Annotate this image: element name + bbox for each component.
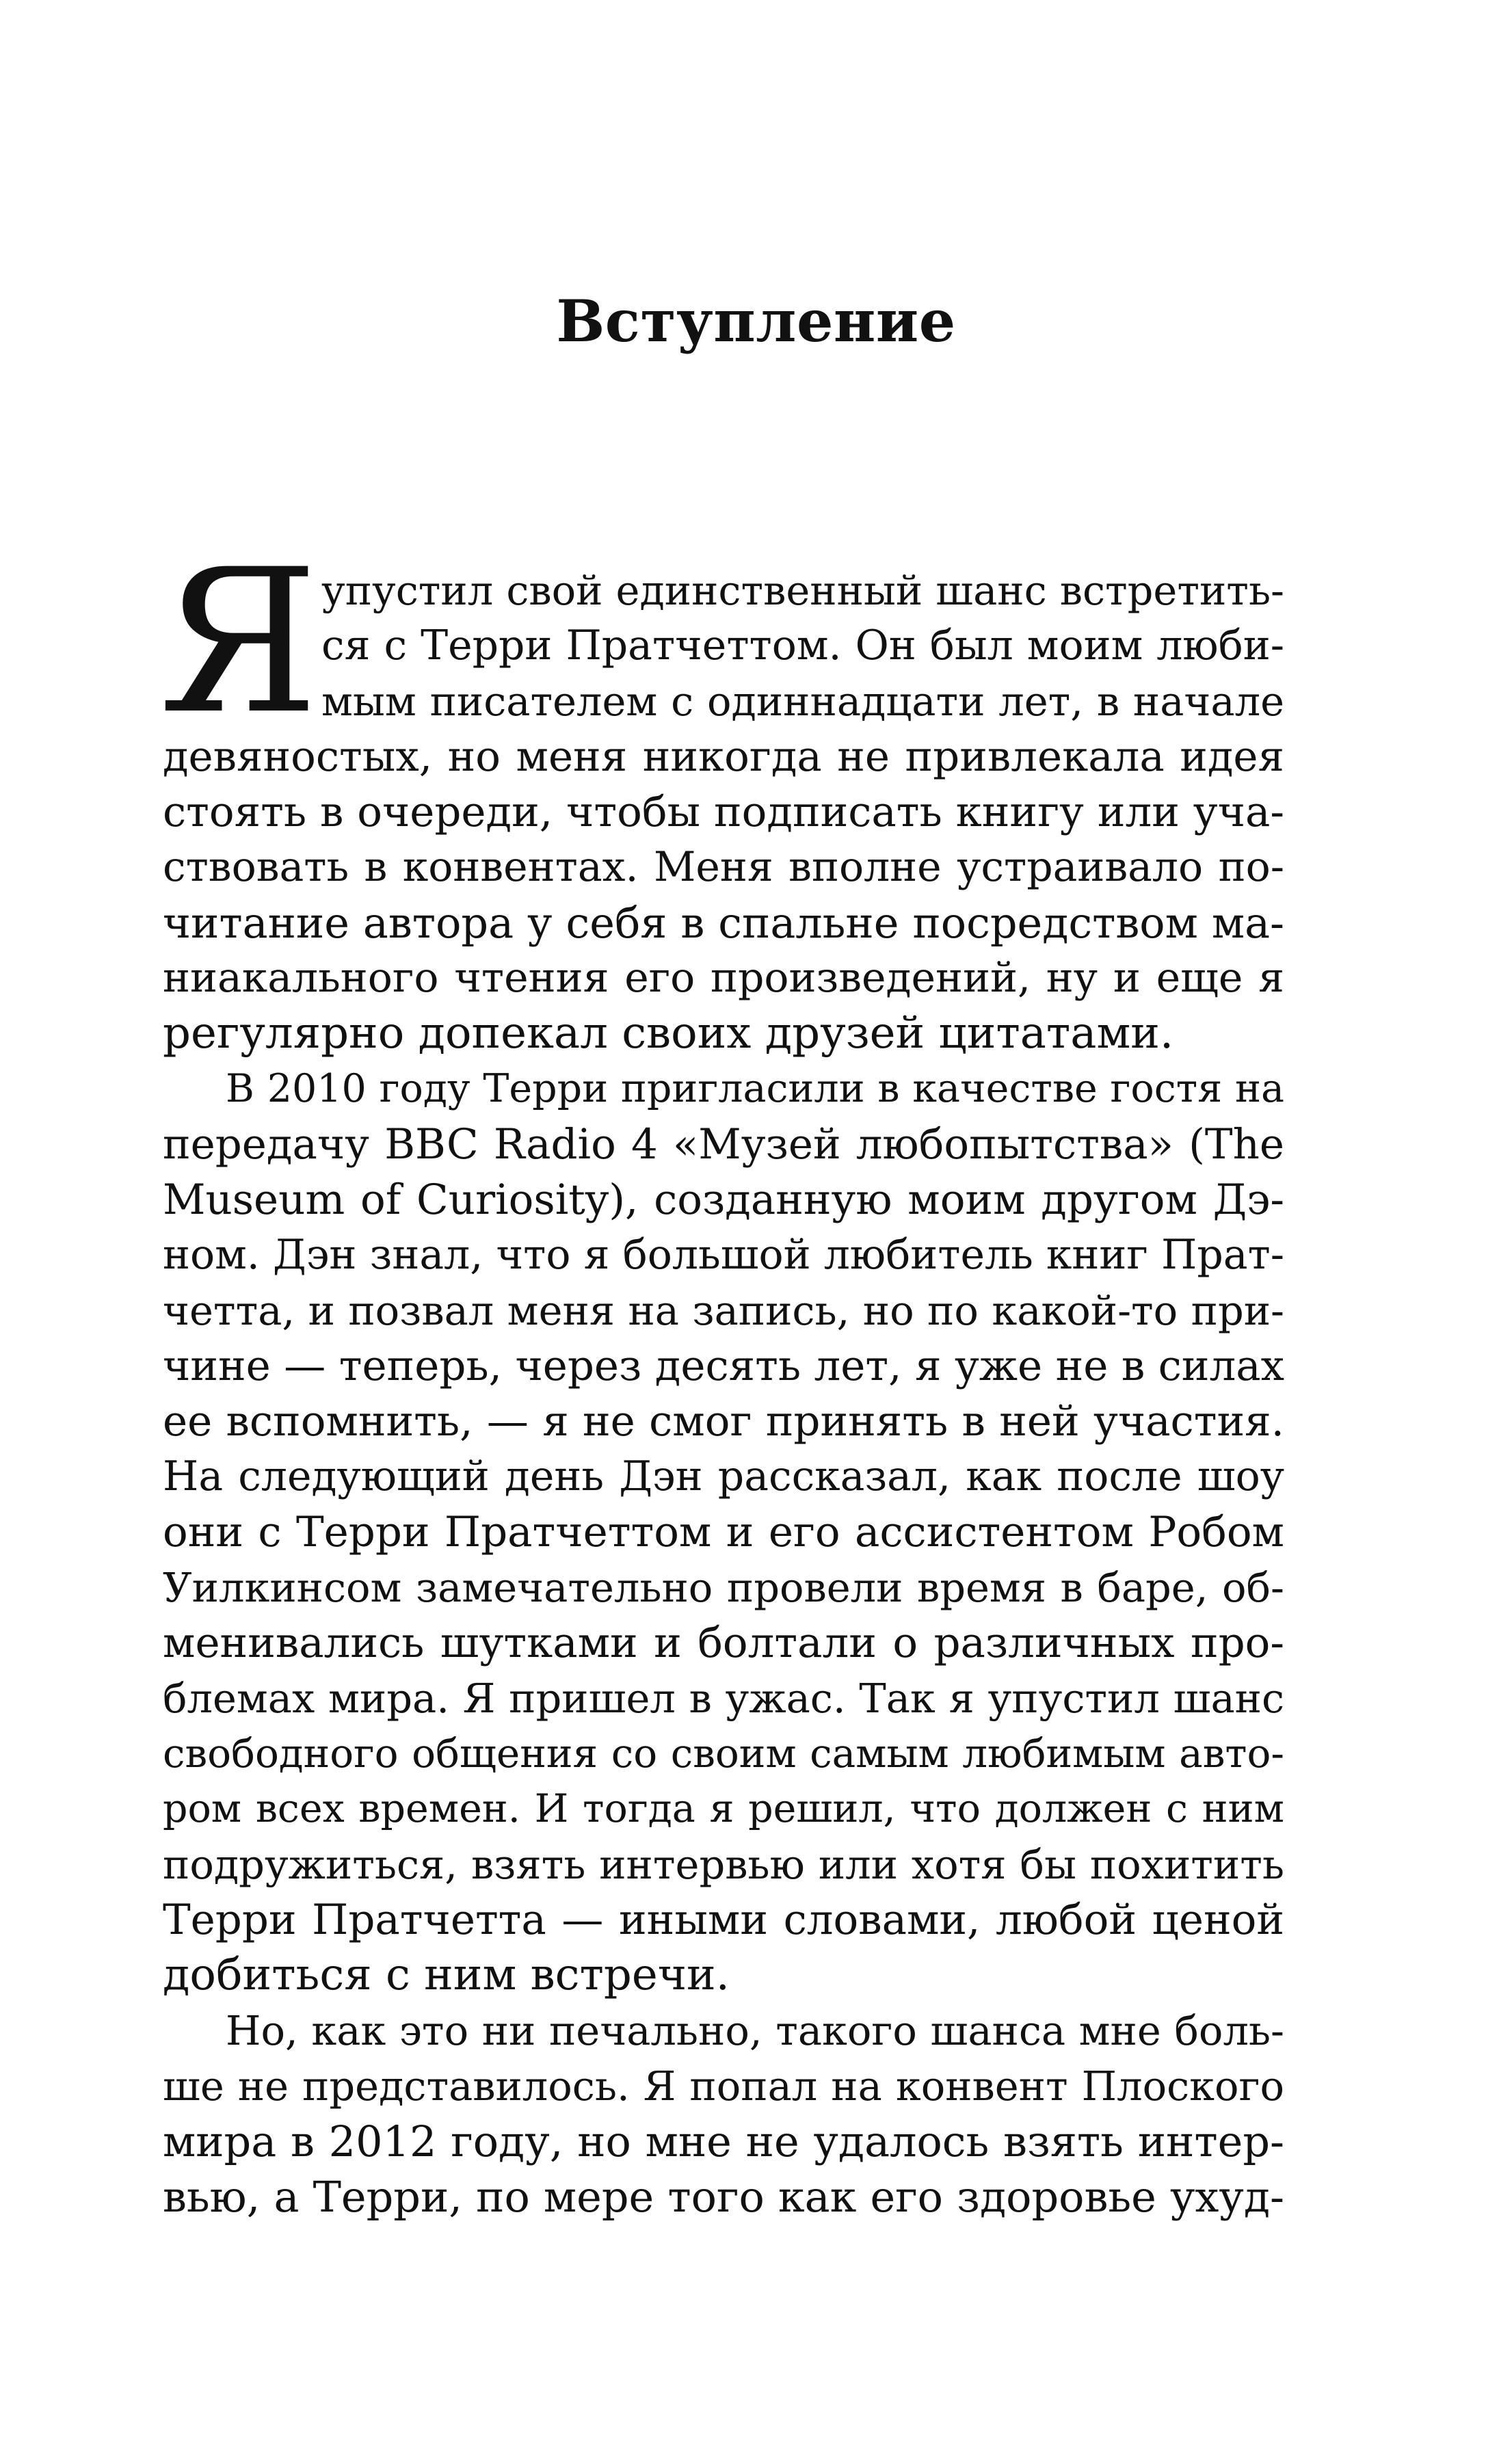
text-line: мым писателем с одиннадцати лет, в начале [321, 678, 1284, 725]
text-line: Но, как это ни печально, такого шанса мне боль- [226, 2007, 1284, 2054]
text-line: передачу BBC Radio 4 «Музей любопытства» (The [163, 1120, 1284, 1169]
text-line: блемах мира. Я пришел в ужас. Так я упустил шанс [163, 1675, 1284, 1722]
text-line: вью, а Терри, по мере того как его здоровье ухуд- [163, 2172, 1284, 2222]
text-line: четта, и позвал меня на запись, но по какой-то при- [163, 1287, 1284, 1334]
text-line: читание автора у себя в спальне посредством ма- [163, 898, 1284, 948]
text-line: Уилкинсом замечательно провели время в баре, об- [163, 1564, 1284, 1611]
text-line: ее вспомнить, — я не смог принять в ней участия. [163, 1397, 1284, 1446]
text-line: ся с Терри Пратчеттом. Он был моим люби- [321, 622, 1284, 669]
paragraph-1 [159, 527, 1284, 1061]
text-line: стоять в очереди, чтобы подписать книгу или уча- [163, 788, 1284, 836]
text-line: На следующий день Дэн рассказал, как после шоу [163, 1452, 1284, 1500]
chapter-heading: Вступление [556, 287, 956, 355]
text-line: регулярно допекал своих друзей цитатами. [163, 1008, 1174, 1059]
text-line: ниакального чтения его произведений, ну и еще я [163, 954, 1284, 1002]
text-line: Терри Пратчетта — иными словами, любой ценой [163, 1896, 1284, 1944]
text-line: подружиться, взять интервью или хотя бы похитить [163, 1841, 1284, 1888]
text-line: менивались шутками и болтали о различных про- [163, 1619, 1284, 1667]
text-line: ном. Дэн знал, что я большой любитель книг Прат- [163, 1231, 1284, 1279]
text-line: мира в 2012 году, но мне не удалось взять интер- [163, 2116, 1284, 2166]
text-line: упустил свой единственный шанс встретить- [321, 567, 1284, 614]
drop-cap: Я [159, 527, 319, 758]
text-line: Museum of Curiosity), созданную моим другом Дэ- [163, 1176, 1284, 1224]
text-line: чине — теперь, через десять лет, я уже не в силах [163, 1342, 1284, 1390]
text-line: свободного общения со своим самым любимым авто- [163, 1730, 1284, 1777]
text-line: ше не представилось. Я попал на конвент Плоского [163, 2062, 1284, 2110]
text-line: ром всех времен. И тогда я решил, что должен с ним [163, 1786, 1284, 1831]
text-line: девяностых, но меня никогда не привлекала идея [163, 732, 1284, 781]
text-line: добиться с ним встречи. [163, 1950, 730, 2000]
paragraph-2 [163, 1061, 1284, 2003]
text-line: В 2010 году Терри пригласили в качестве гостя на [226, 1066, 1284, 1111]
body-text [159, 527, 1284, 2225]
text-line: ствовать в конвентах. Меня вполне устраивало по- [163, 843, 1284, 891]
paragraph-3 [163, 2003, 1284, 2225]
text-line: они с Терри Пратчеттом и его ассистентом Робом [163, 1508, 1284, 1556]
